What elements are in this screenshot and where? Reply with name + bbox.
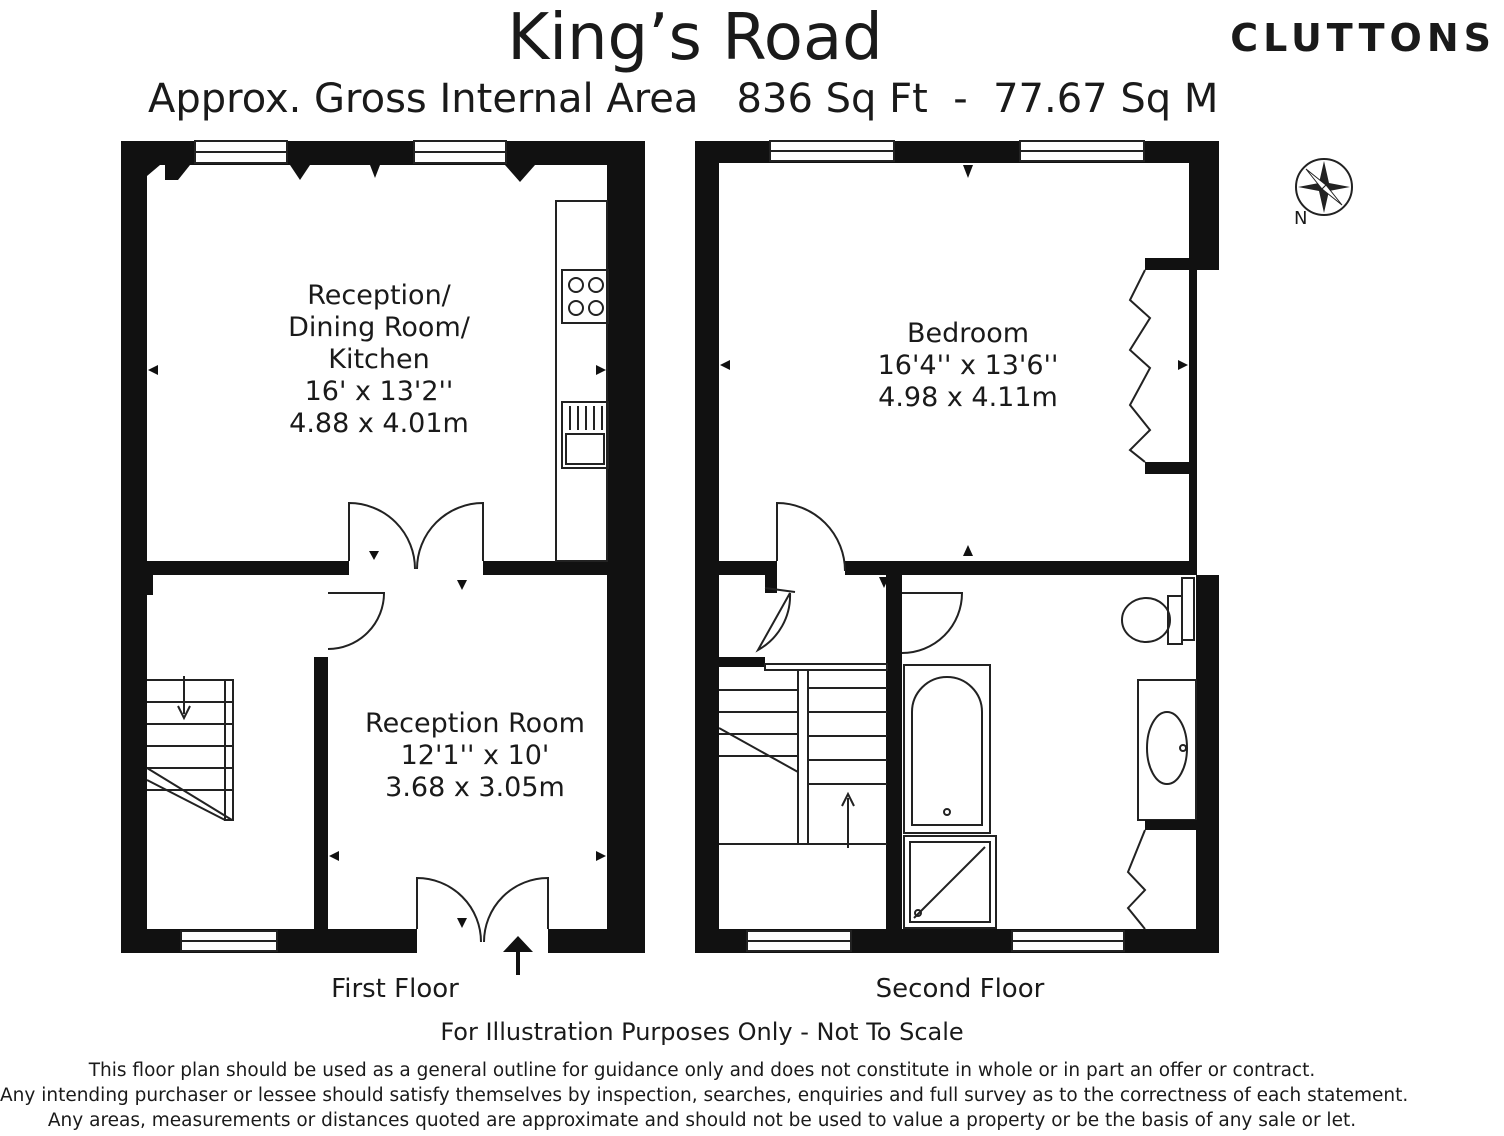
- brand-logo: CLUTTONS: [1230, 16, 1496, 60]
- first-floor-windows: [181, 141, 506, 951]
- floor-label-second: Second Floor: [875, 974, 1045, 1004]
- compass-north-label: N: [1294, 208, 1308, 229]
- room-label-reception-dining-kitchen: Reception/ Dining Room/ Kitchen 16' x 13'2'' 4.88 x 4.01m: [288, 280, 470, 439]
- floor-label-first: First Floor: [331, 974, 459, 1004]
- second-floor-windows: [747, 141, 1144, 951]
- first-floor-plan: [121, 141, 645, 975]
- first-floor-walls: [121, 141, 645, 953]
- room-label-reception-room: Reception Room 12'1'' x 10' 3.68 x 3.05m: [365, 708, 585, 803]
- illustration-notice: For Illustration Purposes Only - Not To Scale: [440, 1018, 964, 1046]
- first-floor-stairs: [147, 676, 233, 820]
- second-floor-stairs: [719, 664, 887, 848]
- page-title: King’s Road: [507, 1, 883, 75]
- gross-internal-area: Approx. Gross Internal Area 836 Sq Ft - 77.67 Sq M: [148, 76, 1219, 122]
- room-label-bedroom: Bedroom 16'4'' x 13'6'' 4.98 x 4.11m: [877, 318, 1059, 413]
- second-floor-plan: [695, 141, 1219, 953]
- second-floor-walls: [695, 141, 1219, 953]
- disclaimer: This floor plan should be used as a general outline for guidance only and does not constitute in whole or in part an offer or contract. Any intending purchaser or lessee should satisfy themselves by inspection, searches, enquiries and full survey as to the correctness of each statement. Any areas, measurements or distances quoted are approximate and should not be used to value a property or be the basis of any sale or let.: [0, 1060, 1409, 1131]
